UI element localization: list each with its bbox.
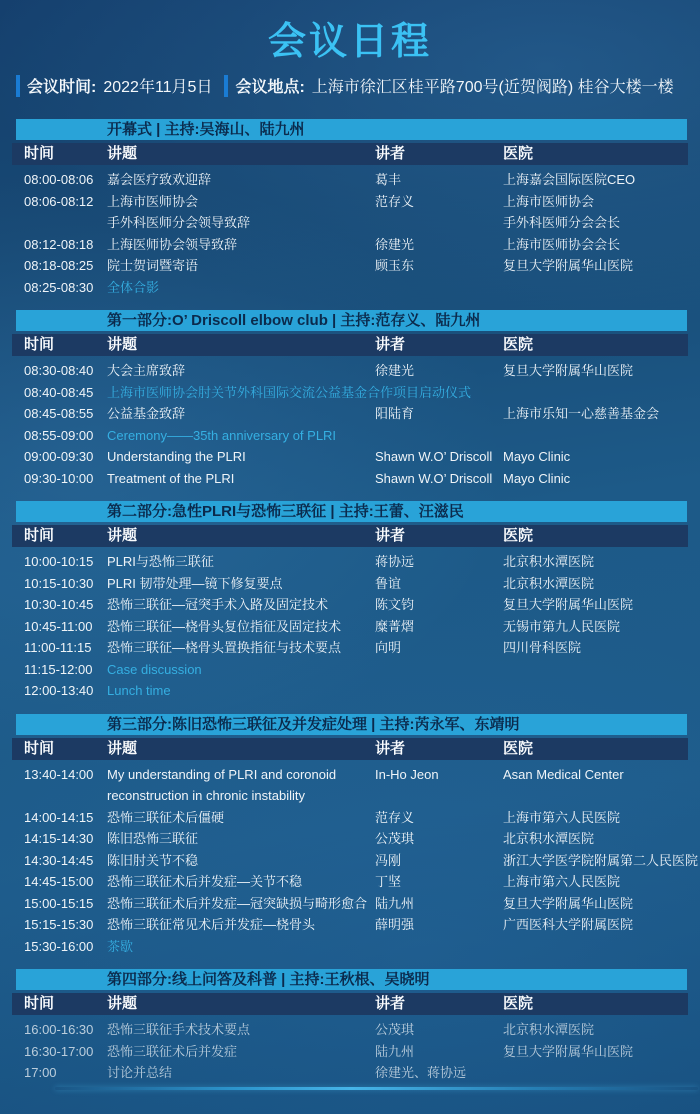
table-row xyxy=(12,277,688,299)
column-header: 时间 xyxy=(24,145,55,162)
row-time: 14:00-14:15 xyxy=(24,809,94,825)
row-topic xyxy=(107,764,375,807)
row-topic xyxy=(107,1062,375,1084)
table-row xyxy=(12,893,688,915)
column-header: 时间 xyxy=(24,336,55,353)
table-row xyxy=(12,446,688,468)
column-header: 讲题 xyxy=(107,527,138,544)
table-row xyxy=(12,191,688,234)
row-topic xyxy=(107,850,375,872)
schedule-section xyxy=(12,310,688,489)
row-topic xyxy=(107,234,375,256)
table-row xyxy=(12,1041,688,1063)
hospital-line: 复旦大学附属华山医院 xyxy=(503,895,634,911)
schedule-section xyxy=(12,969,688,1084)
row-speaker: 陆九州 xyxy=(375,895,415,911)
table-row xyxy=(12,807,688,829)
section-header-label: 第二部分:急性PLRI与恐怖三联征 | 主持:王蕾、汪滋民 xyxy=(107,503,464,520)
row-time: 13:40-14:00 xyxy=(24,766,94,782)
row-time: 08:30-08:40 xyxy=(24,363,94,378)
hospital-line: 四川骨科医院 xyxy=(503,640,582,655)
table-body xyxy=(12,165,688,298)
section-header-bar xyxy=(16,714,687,735)
table-row xyxy=(12,637,688,659)
info-marker-bar xyxy=(224,75,228,97)
row-speaker: 陆九州 xyxy=(375,1043,415,1059)
section-header-label: 第一部分:O’ Driscoll elbow club | 主持:范存义、陆九州 xyxy=(107,312,481,329)
row-topic xyxy=(107,871,375,893)
table-header-row xyxy=(12,993,688,1015)
row-time: 08:00-08:06 xyxy=(24,172,94,187)
row-speaker: 公茂琪 xyxy=(375,831,415,846)
row-time: 12:00-13:40 xyxy=(24,683,94,698)
hospital-line: 北京积水潭医院 xyxy=(503,554,595,569)
topic-line: 上海医师协会领导致辞 xyxy=(107,236,238,252)
row-topic xyxy=(107,616,375,638)
row-time: 16:30-17:00 xyxy=(24,1043,94,1059)
row-speaker: 顾玉东 xyxy=(375,258,415,273)
row-hospital xyxy=(503,1062,688,1084)
topic-line: 恐怖三联征—冠突手术入路及固定技术 xyxy=(107,597,329,612)
table-row xyxy=(12,850,699,872)
row-speaker xyxy=(375,277,503,299)
schedule-section xyxy=(12,501,688,702)
topic-line: reconstruction in chronic instability xyxy=(107,788,305,803)
column-header: 讲者 xyxy=(375,145,406,162)
row-time: 14:30-14:45 xyxy=(24,852,94,868)
row-time: 08:06-08:12 xyxy=(24,193,94,209)
row-time: 09:00-09:30 xyxy=(24,449,94,464)
row-hospital xyxy=(503,1019,688,1041)
table-row xyxy=(12,871,688,893)
table-row xyxy=(12,616,688,638)
row-speaker: 薛明强 xyxy=(375,917,415,932)
row-time: 08:12-08:18 xyxy=(24,236,94,252)
row-speaker: 丁坚 xyxy=(375,874,402,889)
hospital-line: Mayo Clinic xyxy=(503,470,571,486)
meeting-info xyxy=(16,74,690,97)
hospital-line: 复旦大学附属华山医院 xyxy=(503,597,634,612)
column-header: 讲者 xyxy=(375,336,406,353)
row-speaker: 徐建光 xyxy=(375,363,415,378)
section-header-label: 第三部分:陈旧恐怖三联征及并发症处理 | 主持:芮永军、东靖明 xyxy=(107,715,520,733)
row-hospital xyxy=(503,828,688,850)
topic-line: 恐怖三联征手术技术要点 xyxy=(107,1022,251,1037)
row-topic xyxy=(107,573,375,595)
row-speaker: 向明 xyxy=(375,640,402,655)
row-time: 08:45-08:55 xyxy=(24,406,94,421)
topic-line: 恐怖三联征—桡骨头置换指征与技术要点 xyxy=(107,640,342,655)
topic-line: Lunch time xyxy=(107,683,171,698)
topic-line: 大会主席致辞 xyxy=(107,363,186,378)
row-hospital xyxy=(503,169,688,191)
topic-line: 公益基金致辞 xyxy=(107,406,186,421)
row-time: 10:45-11:00 xyxy=(24,618,93,634)
row-speaker: In-Ho Jeon xyxy=(375,766,439,782)
column-header: 医院 xyxy=(503,739,534,757)
topic-line: Understanding the PLRI xyxy=(107,449,246,464)
hospital-line: 上海市医师协会 xyxy=(503,193,595,209)
row-topic xyxy=(107,403,375,425)
table-row xyxy=(12,1019,688,1041)
topic-line: 手外科医师分会领导致辞 xyxy=(107,215,251,230)
table-body xyxy=(12,1015,688,1084)
topic-line: PLRI与恐怖三联征 xyxy=(107,554,214,569)
meeting-location-label: 会议地点: xyxy=(235,79,305,96)
column-header: 讲题 xyxy=(107,336,138,353)
row-speaker: Shawn W.O’ Driscoll xyxy=(375,449,493,464)
meeting-location xyxy=(224,74,673,97)
row-topic xyxy=(107,680,375,702)
row-hospital xyxy=(503,893,688,915)
row-hospital xyxy=(503,234,688,256)
section-header-bar xyxy=(16,501,687,522)
hospital-line: 上海市乐知一心慈善基金会 xyxy=(503,406,660,421)
row-topic xyxy=(107,637,375,659)
row-hospital xyxy=(503,936,688,958)
row-topic xyxy=(107,277,375,299)
row-speaker: 范存义 xyxy=(375,193,415,209)
row-topic xyxy=(107,914,375,936)
row-speaker xyxy=(375,936,503,958)
table-row xyxy=(12,764,688,807)
row-topic xyxy=(107,169,375,191)
row-hospital xyxy=(503,764,688,807)
schedule-section xyxy=(12,714,699,958)
column-header: 讲题 xyxy=(107,995,138,1012)
page-title: 会议日程 xyxy=(267,21,432,63)
row-speaker: 徐建光、蒋协远 xyxy=(375,1065,467,1080)
hospital-line: 浙江大学医学院附属第二人民医院 xyxy=(503,852,699,868)
bottom-glow-divider xyxy=(55,1087,698,1090)
hospital-line: 上海市医师协会会长 xyxy=(503,236,621,252)
meeting-location-value: 上海市徐汇区桂平路700号(近贺阀路) 桂谷大楼一楼 xyxy=(311,79,674,96)
row-topic xyxy=(107,893,375,915)
table-row xyxy=(12,403,688,425)
row-hospital xyxy=(503,659,688,681)
section-header-bar xyxy=(16,119,687,140)
row-time: 08:25-08:30 xyxy=(24,279,94,295)
hospital-line: 上海嘉会国际医院CEO xyxy=(503,172,636,187)
row-speaker: Shawn W.O’ Driscoll xyxy=(375,470,493,486)
row-topic xyxy=(107,807,375,829)
sections-container xyxy=(0,119,700,1084)
column-header: 讲者 xyxy=(375,527,406,544)
hospital-line: 复旦大学附属华山医院 xyxy=(503,1043,634,1059)
row-time: 15:30-16:00 xyxy=(24,938,94,954)
row-topic xyxy=(107,828,375,850)
info-marker-bar xyxy=(16,75,20,97)
topic-line: 陈旧肘关节不稳 xyxy=(107,852,199,868)
row-hospital xyxy=(503,573,688,595)
row-speaker xyxy=(375,680,503,702)
hospital-line: 北京积水潭医院 xyxy=(503,1022,595,1037)
table-row xyxy=(12,936,688,958)
hospital-line: 北京积水潭医院 xyxy=(503,831,595,846)
hospital-line: 北京积水潭医院 xyxy=(503,575,595,591)
row-topic xyxy=(107,594,375,616)
column-header: 医院 xyxy=(503,995,534,1012)
table-header-row xyxy=(12,334,688,356)
topic-line: My understanding of PLRI and coronoid xyxy=(107,766,337,782)
column-header: 讲题 xyxy=(107,739,138,757)
column-header: 时间 xyxy=(24,527,55,544)
column-header: 时间 xyxy=(24,995,55,1012)
row-time: 10:00-10:15 xyxy=(24,554,94,569)
row-topic xyxy=(107,360,375,382)
topic-line: 茶歇 xyxy=(107,938,134,954)
table-row xyxy=(12,234,688,256)
row-speaker: 鲁谊 xyxy=(375,575,402,591)
row-hospital xyxy=(503,871,688,893)
row-time: 11:15-12:00 xyxy=(24,661,93,677)
row-time: 10:30-10:45 xyxy=(24,597,94,612)
table-row xyxy=(12,594,688,616)
row-time: 14:15-14:30 xyxy=(24,831,94,846)
row-time: 15:00-15:15 xyxy=(24,895,94,911)
row-speaker: 蒋协远 xyxy=(375,554,415,569)
table-header-row xyxy=(12,525,688,547)
row-time: 16:00-16:30 xyxy=(24,1022,94,1037)
section-header-label: 第四部分:线上问答及科普 | 主持:王秋根、吴晓明 xyxy=(107,971,430,988)
table-row xyxy=(12,1062,688,1084)
row-time: 08:40-08:45 xyxy=(24,384,94,400)
topic-line: 恐怖三联征常见术后并发症—桡骨头 xyxy=(107,917,316,932)
table-row xyxy=(12,659,688,681)
table-body xyxy=(12,547,688,702)
row-hospital xyxy=(503,680,688,702)
row-speaker: 葛丰 xyxy=(375,172,402,187)
row-speaker: 糜菁熠 xyxy=(375,618,415,634)
table-row xyxy=(12,680,688,702)
meeting-time xyxy=(16,74,212,97)
table-row xyxy=(12,468,688,490)
table-row xyxy=(12,360,688,382)
row-topic xyxy=(107,936,375,958)
hospital-line: 手外科医师分会会长 xyxy=(503,215,621,230)
row-time: 10:15-10:30 xyxy=(24,575,94,591)
schedule-section xyxy=(12,119,688,298)
topic-line: 嘉会医疗致欢迎辞 xyxy=(107,172,212,187)
row-time: 09:30-10:00 xyxy=(24,470,94,486)
topic-line: 恐怖三联征—桡骨头复位指征及固定技术 xyxy=(107,618,342,634)
column-header: 讲者 xyxy=(375,739,406,757)
row-hospital xyxy=(503,468,688,490)
hospital-line: 复旦大学附属华山医院 xyxy=(503,363,634,378)
row-hospital xyxy=(503,594,688,616)
row-hospital xyxy=(503,914,688,936)
column-header: 医院 xyxy=(503,527,534,544)
row-hospital xyxy=(503,255,688,277)
row-time: 08:55-09:00 xyxy=(24,427,94,443)
table-row xyxy=(12,382,688,404)
table-row xyxy=(12,551,688,573)
column-header: 医院 xyxy=(503,145,534,162)
row-speaker xyxy=(375,659,503,681)
column-header: 时间 xyxy=(24,739,55,757)
row-time: 15:15-15:30 xyxy=(24,917,94,932)
section-header-bar xyxy=(16,310,687,331)
column-header: 医院 xyxy=(503,336,534,353)
topic-line: 陈旧恐怖三联征 xyxy=(107,831,199,846)
row-topic xyxy=(107,191,375,234)
hospital-line: 无锡市第九人民医院 xyxy=(503,618,621,634)
section-header-bar xyxy=(16,969,687,990)
row-speaker xyxy=(375,425,503,447)
row-hospital xyxy=(503,850,698,872)
topic-line: 恐怖三联征术后僵硬 xyxy=(107,809,225,825)
row-hospital xyxy=(503,551,688,573)
row-topic xyxy=(107,551,375,573)
row-speaker: 陈文钧 xyxy=(375,597,415,612)
section-header-label: 开幕式 | 主持:吴海山、陆九州 xyxy=(107,121,305,138)
table-row xyxy=(12,169,688,191)
hospital-line: 上海市第六人民医院 xyxy=(503,874,621,889)
hospital-line: 复旦大学附属华山医院 xyxy=(503,258,634,273)
row-hospital xyxy=(503,1041,688,1063)
row-topic xyxy=(107,382,472,404)
table-row xyxy=(12,255,688,277)
topic-line: 恐怖三联征术后并发症—关节不稳 xyxy=(107,874,303,889)
hospital-line: 广西医科大学附属医院 xyxy=(503,917,634,932)
table-body xyxy=(12,760,699,958)
row-topic xyxy=(107,425,375,447)
topic-line: 上海市医师协会 xyxy=(107,193,199,209)
row-time: 14:45-15:00 xyxy=(24,874,94,889)
row-hospital xyxy=(503,403,688,425)
meeting-time-label: 会议时间: xyxy=(27,79,97,96)
row-hospital xyxy=(503,807,688,829)
table-header-row xyxy=(12,143,688,165)
row-hospital xyxy=(503,382,688,404)
topic-line: 讨论并总结 xyxy=(107,1065,173,1080)
row-time: 17:00 xyxy=(24,1065,57,1080)
row-speaker: 公茂琪 xyxy=(375,1022,415,1037)
row-topic xyxy=(107,446,375,468)
topic-line: 恐怖三联征术后并发症 xyxy=(107,1043,238,1059)
meeting-time-value: 2022年11月5日 xyxy=(103,79,213,96)
row-hospital xyxy=(503,616,688,638)
table-row xyxy=(12,828,688,850)
topic-line: Case discussion xyxy=(107,661,202,677)
topic-line: 恐怖三联征术后并发症—冠突缺损与畸形愈合 xyxy=(107,895,368,911)
topic-line: Ceremony——35th anniversary of PLRI xyxy=(107,427,337,443)
row-hospital xyxy=(503,425,688,447)
row-topic xyxy=(107,1041,375,1063)
row-speaker: 冯刚 xyxy=(375,852,402,868)
hospital-line: 上海市第六人民医院 xyxy=(503,809,621,825)
row-time: 11:00-11:15 xyxy=(24,640,92,655)
topic-line: Treatment of the PLRI xyxy=(107,470,235,486)
table-row xyxy=(12,573,688,595)
row-hospital xyxy=(503,446,688,468)
row-topic xyxy=(107,1019,375,1041)
row-topic xyxy=(107,255,375,277)
table-row xyxy=(12,425,688,447)
table-header-row xyxy=(12,738,688,760)
row-speaker: 范存义 xyxy=(375,809,415,825)
row-hospital xyxy=(503,360,688,382)
table-body xyxy=(12,356,688,489)
row-hospital xyxy=(503,277,688,299)
row-hospital xyxy=(503,637,688,659)
row-speaker xyxy=(375,382,503,404)
row-hospital xyxy=(503,191,688,234)
topic-line: 上海市医师协会肘关节外科国际交流公益基金合作项目启动仪式 xyxy=(107,384,472,400)
column-header: 讲题 xyxy=(107,145,138,162)
row-speaker: 徐建光 xyxy=(375,236,415,252)
hospital-line: Asan Medical Center xyxy=(503,766,624,782)
row-topic xyxy=(107,468,375,490)
topic-line: 全体合影 xyxy=(107,279,160,295)
hospital-line: Mayo Clinic xyxy=(503,449,571,464)
row-topic xyxy=(107,659,375,681)
row-time: 08:18-08:25 xyxy=(24,258,94,273)
column-header: 讲者 xyxy=(375,995,406,1012)
topic-line: PLRI 韧带处理—镜下修复要点 xyxy=(107,575,283,591)
table-row xyxy=(12,914,688,936)
topic-line: 院士贺词暨寄语 xyxy=(107,258,199,273)
row-speaker: 阳陆育 xyxy=(375,406,415,421)
